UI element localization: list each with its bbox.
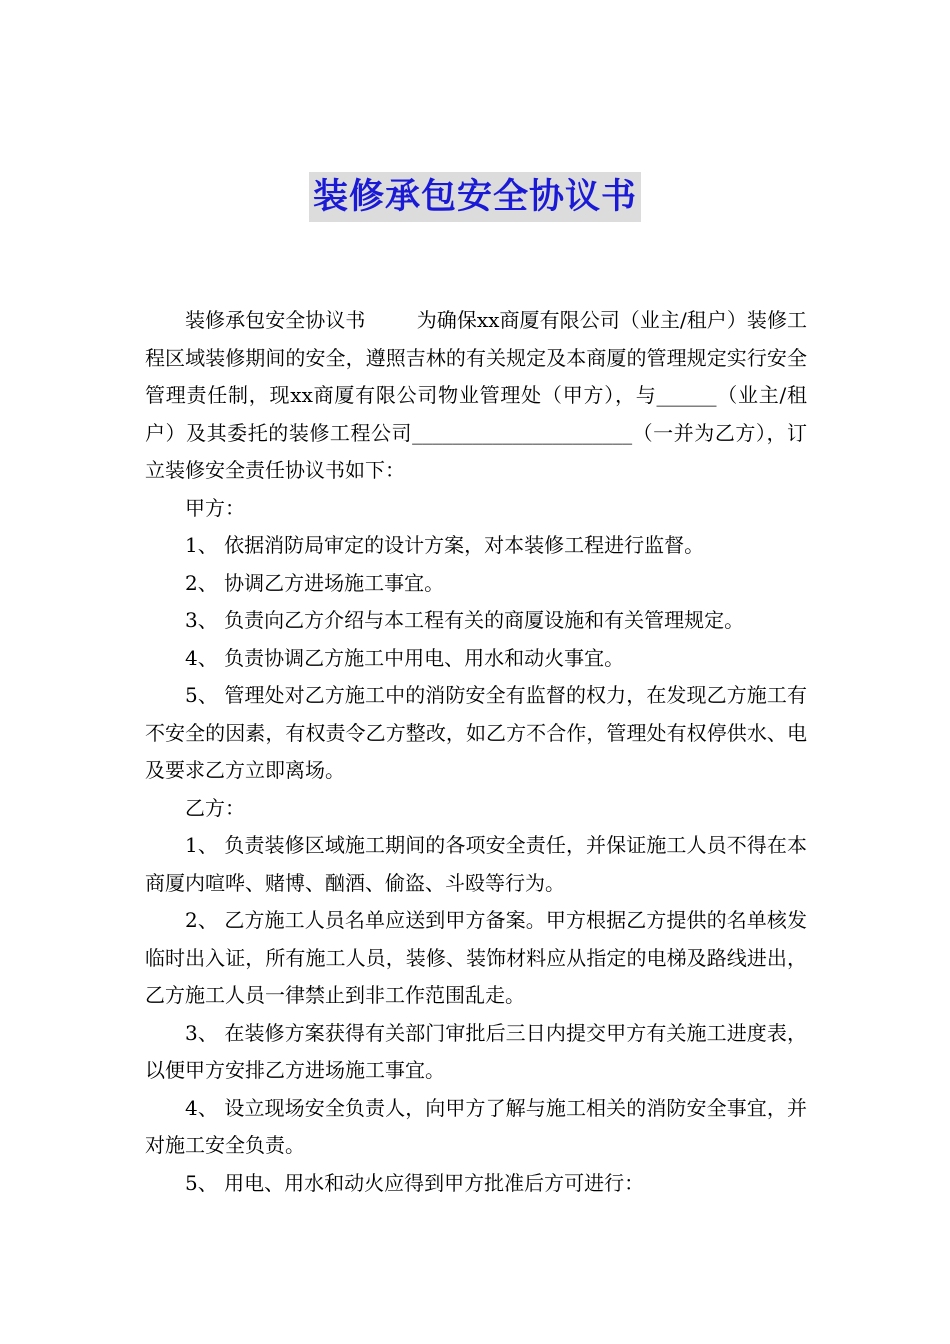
party-b-item-2: 2、 乙方施工人员名单应送到甲方备案。甲方根据乙方提供的名单核发临时出入证，所有施工人员，装修、装饰材料应从指定的电梯及路线进出，乙方施工人员一律禁止到非工作范围乱走。 (145, 908, 807, 1007)
party-b-item-5: 5、 用电、用水和动火应得到甲方批准后方可进行： (185, 1170, 645, 1195)
party-b-item-3: 3、 在装修方案获得有关部门审批后三日内提交甲方有关施工进度表，以便甲方安排乙方进场施工事宜。 (145, 1020, 807, 1082)
party-a-item-1: 1、 依据消防局审定的设计方案，对本装修工程进行监督。 (185, 533, 705, 557)
party-a-item-3: 3、 负责向乙方介绍与本工程有关的商厦设施和有关管理规定。 (185, 608, 745, 632)
document-title: 装修承包安全协议书 (309, 172, 641, 222)
party-a-item-5: 5、 管理处对乙方施工中的消防安全有监督的权力，在发现乙方施工有不安全的因素，有权责令乙方整改，如乙方不合作，管理处有权停供水、电及要求乙方立即离场。 (145, 683, 807, 782)
party-b-item-4: 4、 设立现场安全负责人，向甲方了解与施工相关的消防安全事宜，并对施工安全负责。 (145, 1095, 807, 1157)
party-b-heading: 乙方： (185, 795, 245, 820)
party-b-item-1: 1、 负责装修区域施工期间的各项安全责任，并保证施工人员不得在本商厦内喧哗、赌博、酗酒、偷盗、斗殴等行为。 (145, 833, 807, 895)
title-area (0, 172, 950, 222)
document-body (145, 302, 807, 1202)
party-a-heading: 甲方： (185, 495, 245, 520)
intro-paragraph: 装修承包安全协议书 为确保xx商厦有限公司（业主/租户）装修工程区域装修期间的安全，遵照吉林的有关规定及本商厦的管理规定实行安全管理责任制，现xx商厦有限公司物业管理处（甲方），与______（业主/租户）及其委托的装修工程公司______________________（一并为乙方），订立装修安全责任协议书如下： (145, 308, 807, 482)
party-a-item-2: 2、 协调乙方进场施工事宜。 (185, 570, 445, 595)
party-a-item-4: 4、 负责协调乙方施工中用电、用水和动火事宜。 (185, 645, 625, 670)
